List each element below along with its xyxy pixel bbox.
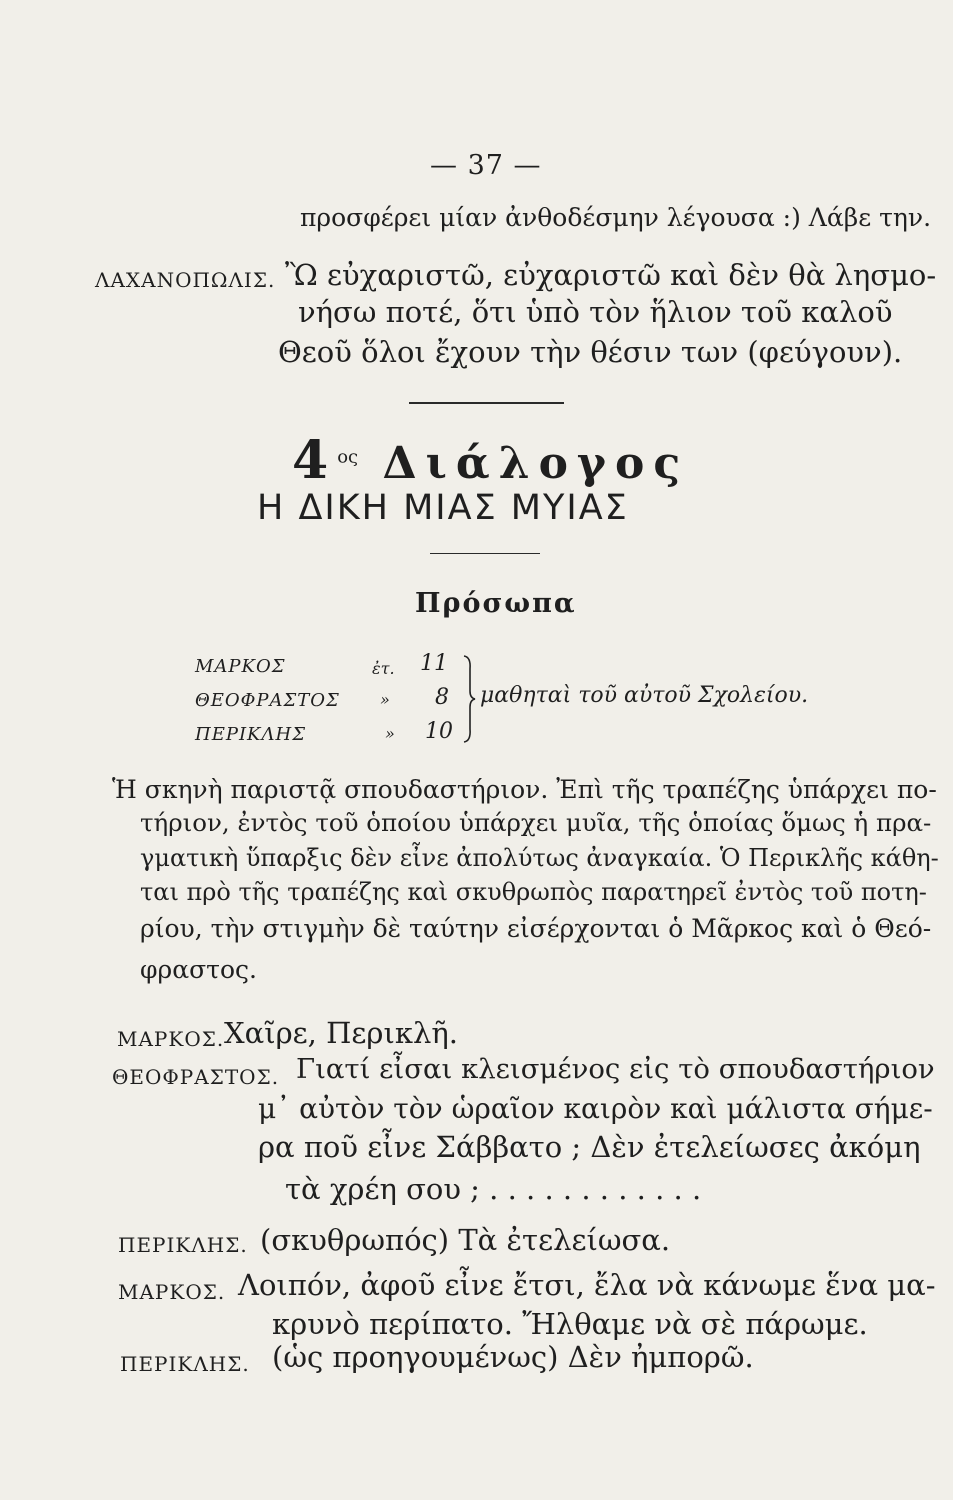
- title-divider: [430, 553, 540, 554]
- stage-line-2: τήριον, ἐντὸς τοῦ ὁποίου ὑπάρχει μυῖα, τῆς ὁποίας ὅμως ἡ πρα-: [140, 808, 932, 837]
- cast-name-2: ΘΕΟΦΡΑΣΤΟΣ: [195, 690, 340, 711]
- cast-name-3: ΠΕΡΙΚΛΗΣ: [195, 724, 306, 745]
- dialogue-line: ρα ποῦ εἶνε Σάββατο ; Δὲν ἐτελείωσες ἀκόμη: [258, 1130, 921, 1164]
- stage-line-6: φραστος.: [140, 955, 257, 984]
- dialogue-line: Λοιπόν, ἀφοῦ εἶνε ἔτσι, ἔλα νὰ κάνωμε ἕνα μα-: [238, 1268, 936, 1302]
- speaker-label: ΠΕΡΙΚΛΗΣ.: [118, 1233, 248, 1257]
- speaker-label: ΜΑΡΚΟΣ.: [117, 1027, 225, 1051]
- speaker-label: ΜΑΡΚΟΣ.: [118, 1280, 226, 1304]
- dialogue-line: τὰ χρέη σου ; . . . . . . . . . . . .: [285, 1172, 702, 1206]
- cast-mark-1: ἐτ.: [372, 659, 395, 678]
- cast-age-2: 8: [435, 685, 449, 710]
- continuation-line-4: Θεοῦ ὅλοι ἔχουν τὴν θέσιν των (φεύγουν).: [278, 335, 903, 369]
- section-divider: [409, 402, 564, 404]
- page-number: — 37 —: [430, 150, 542, 181]
- speaker-label: ΛΑΧΑΝΟΠΩΛΙΣ.: [95, 268, 276, 292]
- dialogue-line: κρυνὸ περίπατο. Ἤλθαμε νὰ σὲ πάρωμε.: [272, 1307, 868, 1341]
- curly-brace-icon: [462, 654, 476, 744]
- cast-mark-3: »: [385, 724, 395, 743]
- dialogue-word: Διάλογος: [382, 438, 690, 489]
- dialogue-line: Χαῖρε, Περικλῆ.: [224, 1016, 458, 1050]
- cast-mark-2: »: [380, 690, 390, 709]
- dialogue-ordinal: ος: [337, 446, 359, 468]
- stage-line-1: Ἡ σκηνὴ παριστᾷ σπουδαστήριον. Ἐπὶ τῆς τραπέζης ὑπάρχει πο-: [112, 775, 937, 804]
- dialogue-heading: [292, 430, 689, 491]
- continuation-line-1: προσφέρει μίαν ἀνθοδέσμην λέγουσα :) Λάβε την.: [300, 203, 932, 232]
- cast-name-1: ΜΑΡΚΟΣ: [195, 656, 286, 677]
- cast-age-3: 10: [425, 719, 453, 744]
- continuation-line-2: Ὢ εὐχαριστῶ, εὐχαριστῶ καὶ δὲν θὰ λησμο-: [285, 258, 937, 292]
- cast-age-1: 11: [420, 651, 448, 676]
- stage-line-5: ρίου, τὴν στιγμὴν δὲ ταύτην εἰσέρχονται ὁ Μᾶρκος καὶ ὁ Θεό-: [140, 914, 932, 943]
- persons-title: Πρόσωπα: [415, 588, 577, 619]
- continuation-line-3: νήσω ποτέ, ὅτι ὑπὸ τὸν ἥλιον τοῦ καλοῦ: [298, 295, 893, 329]
- dialogue-line: Γιατί εἶσαι κλεισμένος εἰς τὸ σπουδαστήριον: [296, 1053, 935, 1085]
- dialogue-number: 4: [292, 430, 338, 491]
- speaker-label: ΠΕΡΙΚΛΗΣ.: [120, 1352, 250, 1376]
- cast-description: μαθηταὶ τοῦ αὐτοῦ Σχολείου.: [480, 683, 809, 708]
- speaker-label: ΘΕΟΦΡΑΣΤΟΣ.: [112, 1065, 280, 1089]
- stage-line-3: γματικὴ ὕπαρξις δὲν εἶνε ἀπολύτως ἀναγκαία. Ὁ Περικλῆς κάθη-: [140, 844, 939, 872]
- dialogue-line: (σκυθρωπός) Τὰ ἐτελείωσα.: [260, 1223, 671, 1257]
- stage-line-4: ται πρὸ τῆς τραπέζης καὶ σκυθρωπὸς παρατηρεῖ ἐντὸς τοῦ ποτη-: [140, 878, 927, 906]
- dialogue-line: (ὡς προηγουμένως) Δὲν ἠμπορῶ.: [272, 1340, 754, 1374]
- dialogue-line: μ᾽ αὐτὸν τὸν ὡραῖον καιρὸν καὶ μάλιστα σήμε-: [258, 1092, 933, 1125]
- play-title: Η ΔΙΚΗ ΜΙΑΣ ΜΥΙΑΣ: [257, 488, 629, 528]
